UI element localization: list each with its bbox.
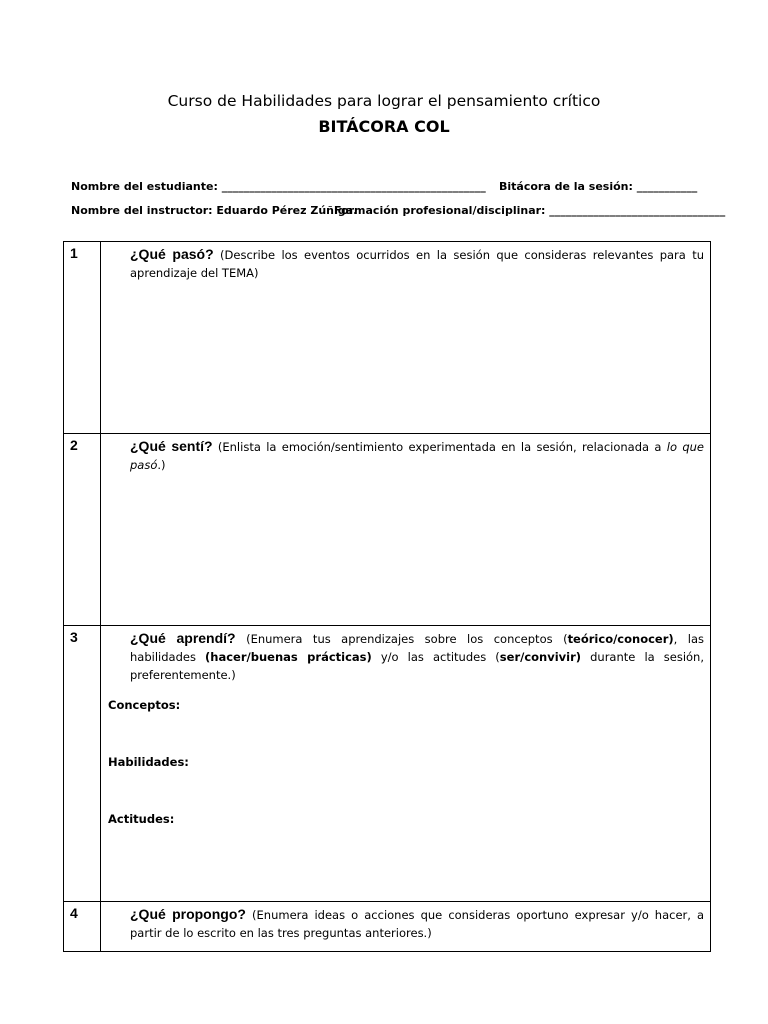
question-description-end: .) <box>157 458 166 472</box>
question-description: (Enumera ideas o acciones que consideras oportuno expresar y/o hacer, a partir de lo escrito en las tres preguntas anteriores.) <box>130 908 705 940</box>
row-text <box>130 437 704 474</box>
question-description: (Enlista la emoción/sentimiento experimentada en la sesión, relacionada a <box>217 440 667 454</box>
formation-field: Formación profesional/disciplinar: ________________________________ <box>334 204 726 217</box>
row-number: 4 <box>64 902 101 952</box>
row-number: 2 <box>64 434 101 626</box>
concepts-label: Conceptos: <box>108 698 181 712</box>
row-text <box>130 629 704 684</box>
skills-label: Habilidades: <box>108 755 189 769</box>
instructor-field: Nombre del instructor: Eduardo Pérez Zúñiga. <box>71 204 358 217</box>
question-description: , las habilidades <box>130 632 704 664</box>
session-field: Bitácora de la sesión: ___________ <box>499 180 698 193</box>
keyword-practice: (hacer/buenas prácticas) <box>205 650 372 664</box>
question-label: ¿Qué propongo? <box>130 906 246 922</box>
question-label: ¿Qué aprendí? <box>130 630 236 646</box>
table-row <box>64 902 711 952</box>
table-row <box>64 434 711 626</box>
question-description: (Enumera tus aprendizajes sobre los conceptos ( <box>246 632 568 646</box>
table-row <box>64 626 711 902</box>
keyword-theory: teórico/conocer) <box>567 632 674 646</box>
document-subtitle: BITÁCORA COL <box>318 117 450 136</box>
question-description: durante la sesión, preferentemente.) <box>130 650 705 682</box>
question-description: y/o las actitudes ( <box>371 650 500 664</box>
question-description: (Describe los eventos ocurridos en la sesión que consideras relevantes para tu aprendizaje del TEMA) <box>130 248 705 280</box>
row-number: 1 <box>64 242 101 434</box>
question-label: ¿Qué pasó? <box>130 246 214 262</box>
row-text <box>130 245 704 282</box>
table-row <box>64 242 711 434</box>
student-name-field: Nombre del estudiante: ________________________________________________ <box>71 180 486 193</box>
document-title: Curso de Habilidades para lograr el pensamiento crítico <box>167 92 601 110</box>
log-table <box>63 241 711 952</box>
question-description-italic: lo que pasó <box>130 440 704 472</box>
question-label: ¿Qué sentí? <box>130 438 213 454</box>
keyword-attitude: ser/convivir) <box>499 650 582 664</box>
attitudes-label: Actitudes: <box>108 812 175 826</box>
row-text <box>130 905 704 942</box>
row-number: 3 <box>64 626 101 902</box>
